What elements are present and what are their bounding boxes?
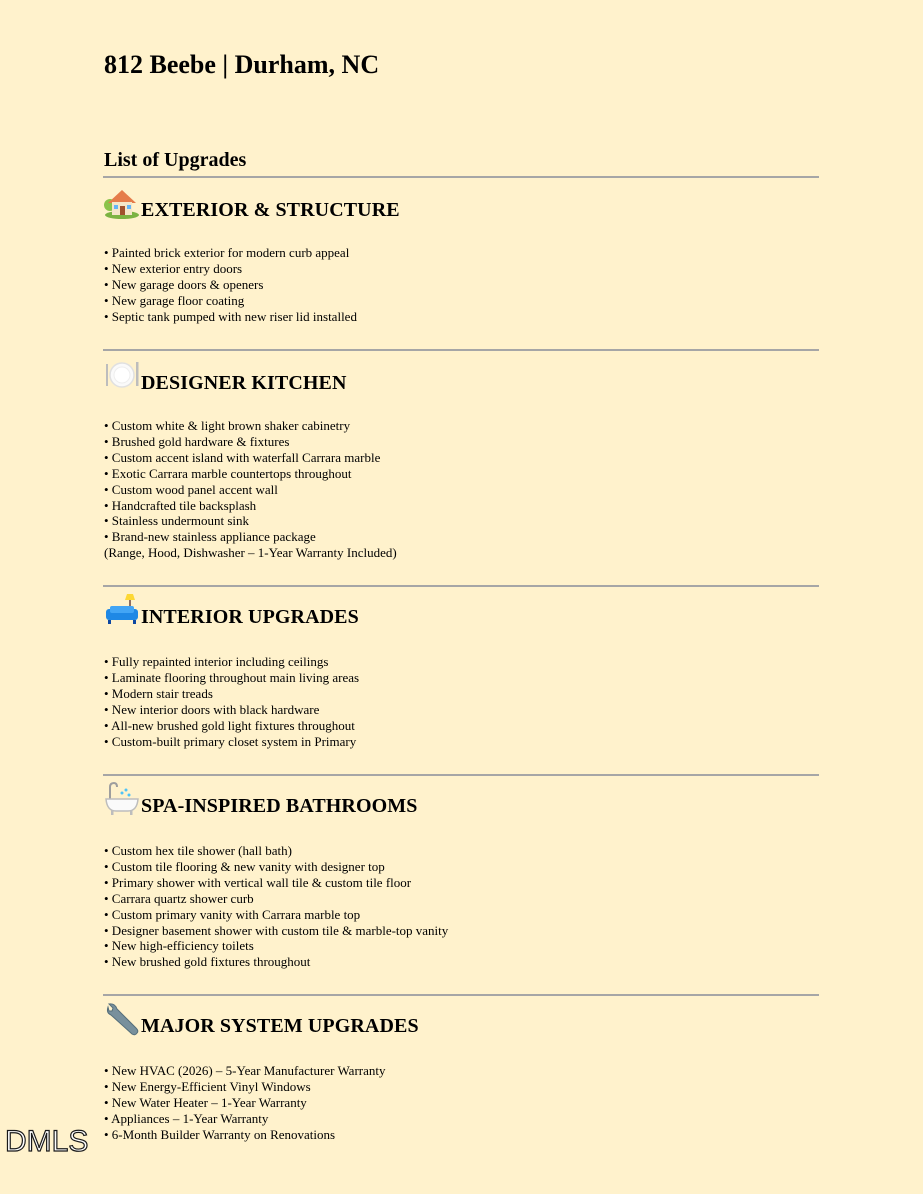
upgrade-list: [104, 245, 357, 325]
list-item: • New Energy-Efficient Vinyl Windows: [104, 1078, 311, 1094]
list-item: • Custom hex tile shower (hall bath): [104, 843, 292, 858]
list-item: • Custom-built primary closet system in Primary: [104, 733, 357, 749]
list-item: • Custom wood panel accent wall: [104, 481, 278, 497]
section-kitchen: [104, 358, 820, 561]
list-item: • Septic tank pumped with new riser lid installed: [104, 308, 357, 324]
list-item: • Stainless undermount sink: [104, 513, 250, 529]
upgrade-list: [104, 843, 448, 970]
list-item: (Range, Hood, Dishwasher – 1-Year Warranty Included): [104, 545, 397, 561]
section-interior: [104, 592, 820, 749]
section-title: DESIGNER KITCHEN: [141, 372, 347, 394]
page-title: 812 Beebe | Durham, NC: [104, 50, 380, 79]
plate-cutlery-icon: [104, 358, 140, 394]
list-item: • All-new brushed gold light fixtures throughout: [104, 717, 355, 733]
list-item: • Designer basement shower with custom tile & marble-top vanity: [104, 922, 449, 938]
wrench-icon: [104, 1001, 140, 1037]
list-item: • New Water Heater – 1-Year Warranty: [104, 1094, 307, 1110]
list-item: • Custom accent island with waterfall Carrara marble: [104, 449, 381, 465]
list-item: • Custom primary vanity with Carrara marble top: [104, 906, 361, 922]
list-item: • Brushed gold hardware & fixtures: [104, 433, 290, 449]
list-item: • Custom white & light brown shaker cabinetry: [104, 418, 351, 433]
section-header: [104, 185, 820, 225]
list-item: • Painted brick exterior for modern curb appeal: [104, 245, 350, 260]
section-header: [104, 592, 820, 632]
list-item: • Primary shower with vertical wall tile & custom tile floor: [104, 874, 412, 890]
upgrade-list: [104, 1063, 386, 1143]
list-item: • Appliances – 1-Year Warranty: [104, 1110, 269, 1126]
section-title: SPA-INSPIRED BATHROOMS: [141, 795, 418, 817]
divider: [103, 176, 819, 178]
list-item: • New garage doors & openers: [104, 276, 264, 292]
list-item: • Carrara quartz shower curb: [104, 890, 254, 906]
couch-lamp-icon: [104, 592, 140, 628]
section-header: [104, 781, 820, 821]
list-item: • New exterior entry doors: [104, 260, 243, 276]
dmls-watermark-logo: [5, 1124, 97, 1161]
list-item: • New garage floor coating: [104, 292, 245, 308]
list-item: • New interior doors with black hardware: [104, 701, 320, 717]
list-item: • 6-Month Builder Warranty on Renovations: [104, 1126, 336, 1142]
section-major-systems: [104, 1001, 820, 1142]
divider: [103, 774, 819, 776]
list-item: • New high-efficiency toilets: [104, 938, 254, 954]
section-bathrooms: [104, 781, 820, 970]
page-subtitle: List of Upgrades: [104, 149, 247, 171]
divider: [103, 585, 819, 587]
list-item: • New HVAC (2026) – 5-Year Manufacturer Warranty: [104, 1063, 386, 1078]
divider: [103, 349, 819, 351]
section-title: INTERIOR UPGRADES: [141, 606, 359, 628]
list-item: • Fully repainted interior including ceilings: [104, 654, 329, 669]
house-icon: [104, 185, 140, 221]
section-exterior: [104, 185, 820, 324]
section-header: [104, 358, 820, 398]
list-item: • New brushed gold fixtures throughout: [104, 954, 311, 970]
list-item: • Handcrafted tile backsplash: [104, 497, 257, 513]
divider: [103, 994, 819, 996]
upgrade-list: [104, 654, 359, 749]
section-header: [104, 1001, 820, 1041]
list-item: • Custom tile flooring & new vanity with designer top: [104, 858, 385, 874]
list-item: • Modern stair treads: [104, 685, 213, 701]
section-title: MAJOR SYSTEM UPGRADES: [141, 1015, 419, 1037]
list-item: • Laminate flooring throughout main living areas: [104, 669, 360, 685]
list-item: • Exotic Carrara marble countertops throughout: [104, 465, 352, 481]
watermark-text: DMLS: [5, 1125, 89, 1156]
bathtub-icon: [104, 781, 140, 817]
section-title: EXTERIOR & STRUCTURE: [141, 199, 400, 221]
list-item: • Brand-new stainless appliance package: [104, 529, 316, 545]
upgrade-list: [104, 418, 397, 561]
